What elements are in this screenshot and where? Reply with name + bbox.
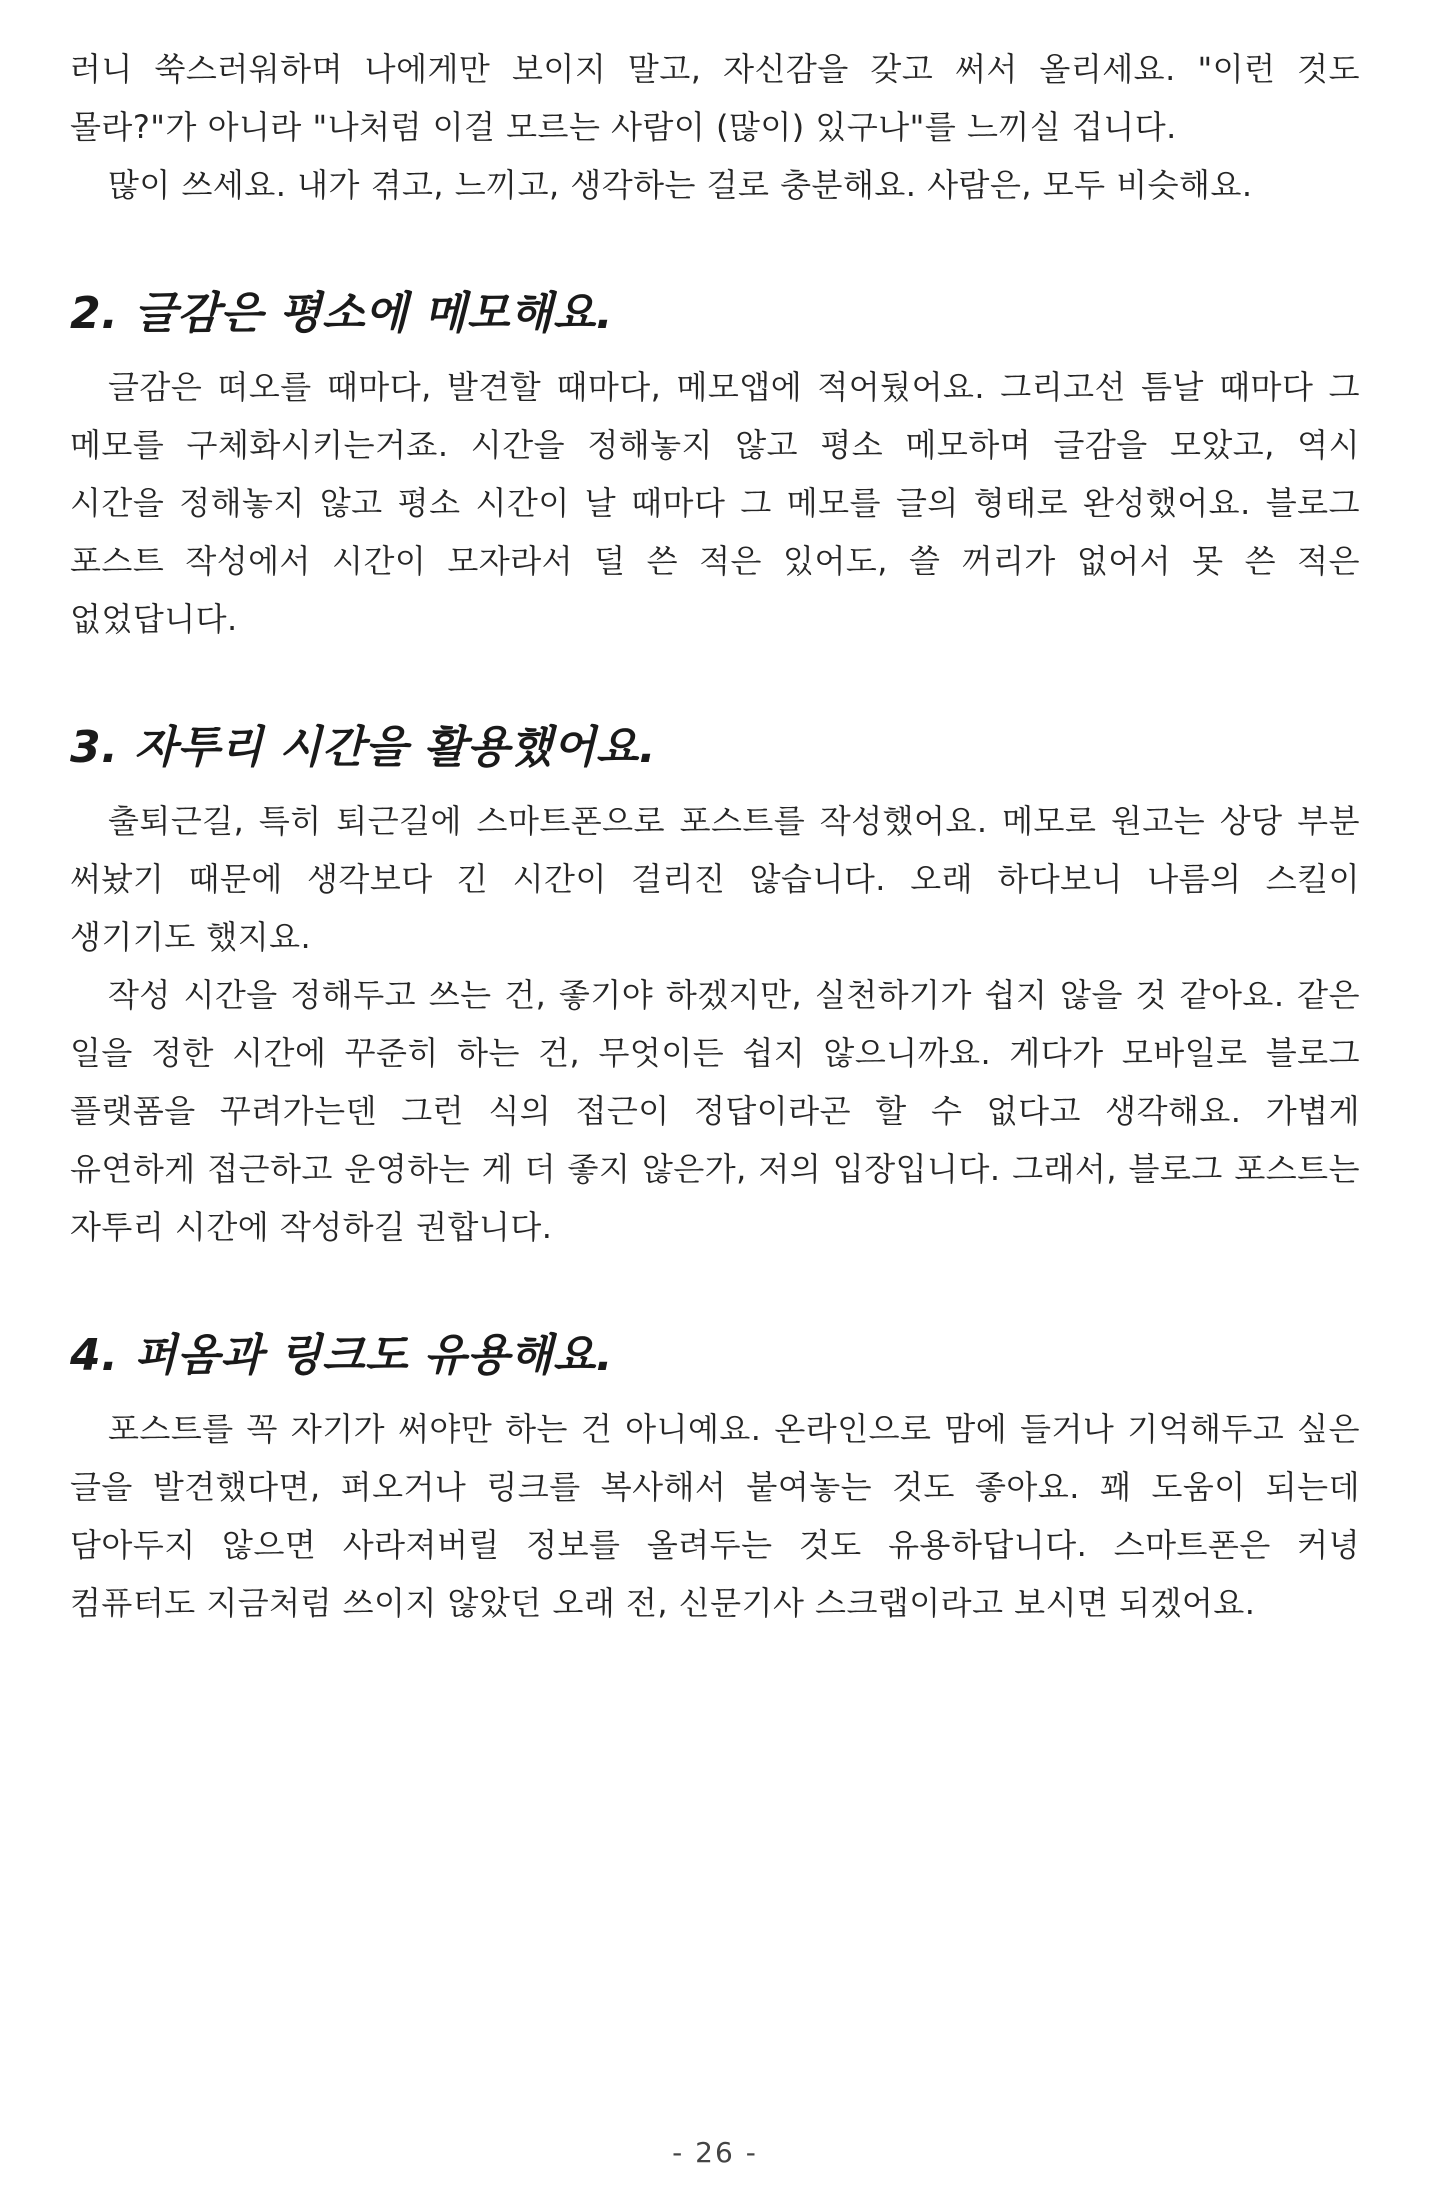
section-heading-2: 2. 글감은 평소에 메모해요.: [70, 288, 614, 339]
page-number: - 26 -: [672, 2136, 758, 2169]
section-heading-4: 4. 퍼옴과 링크도 유용해요.: [70, 1330, 614, 1381]
section-heading-3: 3. 자투리 시간을 활용했어요.: [70, 722, 657, 773]
section-2-paragraph-1: 글감은 떠오를 때마다, 발견할 때마다, 메모앱에 적어뒀어요. 그리고선 틈날 때마다 그 메모를 구체화시키는거죠. 시간을 정해놓지 않고 평소 메모하며 글감을 모았고, 역시 시간을 정해놓지 않고 평소 시간이 날 때마다 그 메모를 글의 형태로 완성했어요. 블로그 포스트 작성에서 시간이 모자라서 덜 쓴 적은 있어도, 쓸 꺼리가 없어서 못 쓴 적은 없었답니다.: [70, 368, 1360, 638]
document-page: [70, 40, 1360, 1632]
section-3-paragraph-1: 출퇴근길, 특히 퇴근길에 스마트폰으로 포스트를 작성했어요. 메모로 원고는 상당 부분 써놨기 때문에 생각보다 긴 시간이 걸리진 않습니다. 오래 하다보니 나름의 스킬이 생기기도 했지요.: [70, 802, 1360, 956]
intro-paragraph-2: 많이 쓰세요. 내가 겪고, 느끼고, 생각하는 걸로 충분해요. 사람은, 모두 비슷해요.: [108, 166, 1253, 204]
section-4-paragraph-1: 포스트를 꼭 자기가 써야만 하는 건 아니예요. 온라인으로 맘에 들거나 기억해두고 싶은 글을 발견했다면, 퍼오거나 링크를 복사해서 붙여놓는 것도 좋아요. 꽤 도움이 되는데 담아두지 않으면 사라져버릴 정보를 올려두는 것도 유용하답니다. 스마트폰은 커녕 컴퓨터도 지금처럼 쓰이지 않았던 오래 전, 신문기사 스크랩이라고 보시면 되겠어요.: [70, 1410, 1360, 1622]
intro-paragraph-1: 러니 쑥스러워하며 나에게만 보이지 말고, 자신감을 갖고 써서 올리세요. "이런 것도 몰라?"가 아니라 "나처럼 이걸 모르는 사람이 (많이) 있구나"를 느끼실 겁니다.: [70, 50, 1360, 146]
section-3-paragraph-2: 작성 시간을 정해두고 쓰는 건, 좋기야 하겠지만, 실천하기가 쉽지 않을 것 같아요. 같은 일을 정한 시간에 꾸준히 하는 건, 무엇이든 쉽지 않으니까요. 게다가 모바일로 블로그 플랫폼을 꾸려가는덴 그런 식의 접근이 정답이라곤 할 수 없다고 생각해요. 가볍게 유연하게 접근하고 운영하는 게 더 좋지 않은가, 저의 입장입니다. 그래서, 블로그 포스트는 자투리 시간에 작성하길 권합니다.: [70, 976, 1360, 1246]
